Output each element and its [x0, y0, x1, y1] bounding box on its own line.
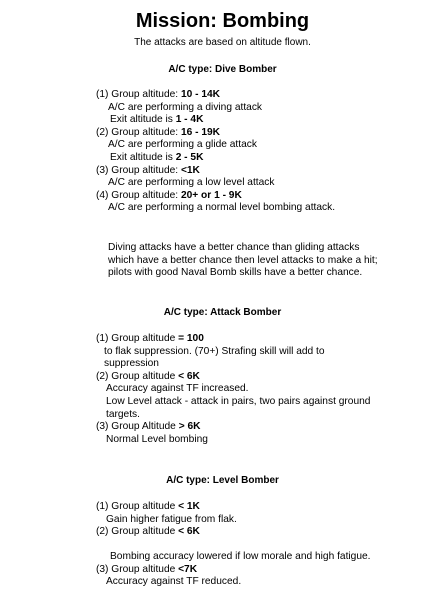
altitude-value: < 1K	[178, 501, 200, 512]
rule-label: Exit altitude is	[110, 151, 176, 163]
dive-rule-1	[96, 89, 436, 102]
note-line: which have a better chance then level attacks to make a hit;	[108, 254, 378, 266]
altitude-value: 1 - 4K	[175, 114, 204, 126]
dive-rule-2-exit	[96, 152, 436, 165]
attack-rule-3	[96, 421, 436, 434]
rule-label: (1) Group altitude	[96, 333, 179, 344]
rule-label: (1) Group altitude	[96, 501, 179, 512]
rule-label: (2) Group altitude	[96, 526, 179, 538]
level-rule-1	[96, 501, 436, 514]
dive-bomber-rules	[96, 89, 436, 215]
altitude-value: <7K	[178, 563, 198, 575]
attack-rule-1-detail: to flak suppression. (70+) Strafing skill will add to	[104, 345, 325, 357]
level-rule-2-detail: Bombing accuracy lowered if low morale and high fatigue.	[110, 551, 371, 562]
attack-rule-1-detail-cont: suppression	[104, 358, 159, 370]
note-line: Diving attacks have a better chance than gliding attacks	[108, 242, 360, 253]
dive-rule-2	[96, 127, 436, 140]
section-title-level-bomber: A/C type: Level Bomber	[166, 475, 279, 486]
level-bomber-rules	[96, 501, 436, 539]
section-title-dive-bomber: A/C type: Dive Bomber	[168, 64, 277, 75]
rule-label: (3) Group Altitude	[96, 421, 179, 433]
altitude-value: > 6K	[178, 421, 201, 433]
rule-label: (2) Group altitude:	[96, 126, 181, 138]
level-rule-3-detail: Accuracy against TF reduced.	[106, 576, 242, 588]
altitude-value: = 100	[178, 333, 204, 344]
attack-rule-2-detail-2: Low Level attack - attack in pairs, two pairs against ground	[106, 395, 371, 407]
rule-label: (2) Group altitude	[96, 370, 179, 382]
attack-rule-2-detail-3: targets.	[106, 408, 140, 420]
dive-rule-4-detail: A/C are performing a normal level bombing attack.	[108, 202, 336, 214]
dive-rule-2-detail: A/C are performing a glide attack	[108, 139, 257, 151]
section-title-attack-bomber: A/C type: Attack Bomber	[163, 307, 282, 318]
altitude-value: 10 - 14K	[180, 89, 221, 100]
dive-rule-1-detail: A/C are performing a diving attack	[108, 101, 263, 113]
level-rule-1-detail: Gain higher fatigue from flak.	[106, 513, 237, 525]
level-rule-2	[96, 526, 436, 539]
rule-label: Exit altitude is	[110, 114, 176, 126]
rule-label: (1) Group altitude:	[96, 89, 181, 100]
altitude-value: < 6K	[178, 370, 200, 382]
level-bomber-rules-cont	[96, 551, 436, 589]
attack-bomber-rules	[96, 333, 436, 446]
altitude-value: 16 - 19K	[180, 126, 221, 138]
page-title: Mission: Bombing	[135, 10, 310, 32]
dive-rule-3	[96, 165, 436, 178]
dive-bomber-note	[108, 242, 428, 280]
dive-rule-1-exit	[96, 114, 436, 127]
altitude-value: < 6K	[178, 526, 200, 538]
attack-rule-1	[96, 333, 436, 346]
dive-rule-4	[96, 190, 436, 203]
attack-rule-2	[96, 371, 436, 384]
dive-rule-3-detail: A/C are performing a low level attack	[108, 177, 275, 189]
altitude-value: <1K	[180, 164, 200, 176]
altitude-value: 20+ or 1 - 9K	[180, 189, 242, 201]
rule-label: (4) Group altitude:	[96, 189, 181, 201]
rule-label: (3) Group altitude	[96, 563, 179, 575]
altitude-value: 2 - 5K	[175, 151, 204, 163]
rule-label: (3) Group altitude:	[96, 164, 181, 176]
page-subtitle: The attacks are based on altitude flown.	[134, 37, 311, 48]
level-rule-3	[96, 564, 436, 577]
attack-rule-2-detail: Accuracy against TF increased.	[106, 383, 249, 395]
attack-rule-3-detail: Normal Level bombing	[106, 433, 208, 445]
note-line: pilots with good Naval Bomb skills have a better chance.	[108, 267, 363, 279]
